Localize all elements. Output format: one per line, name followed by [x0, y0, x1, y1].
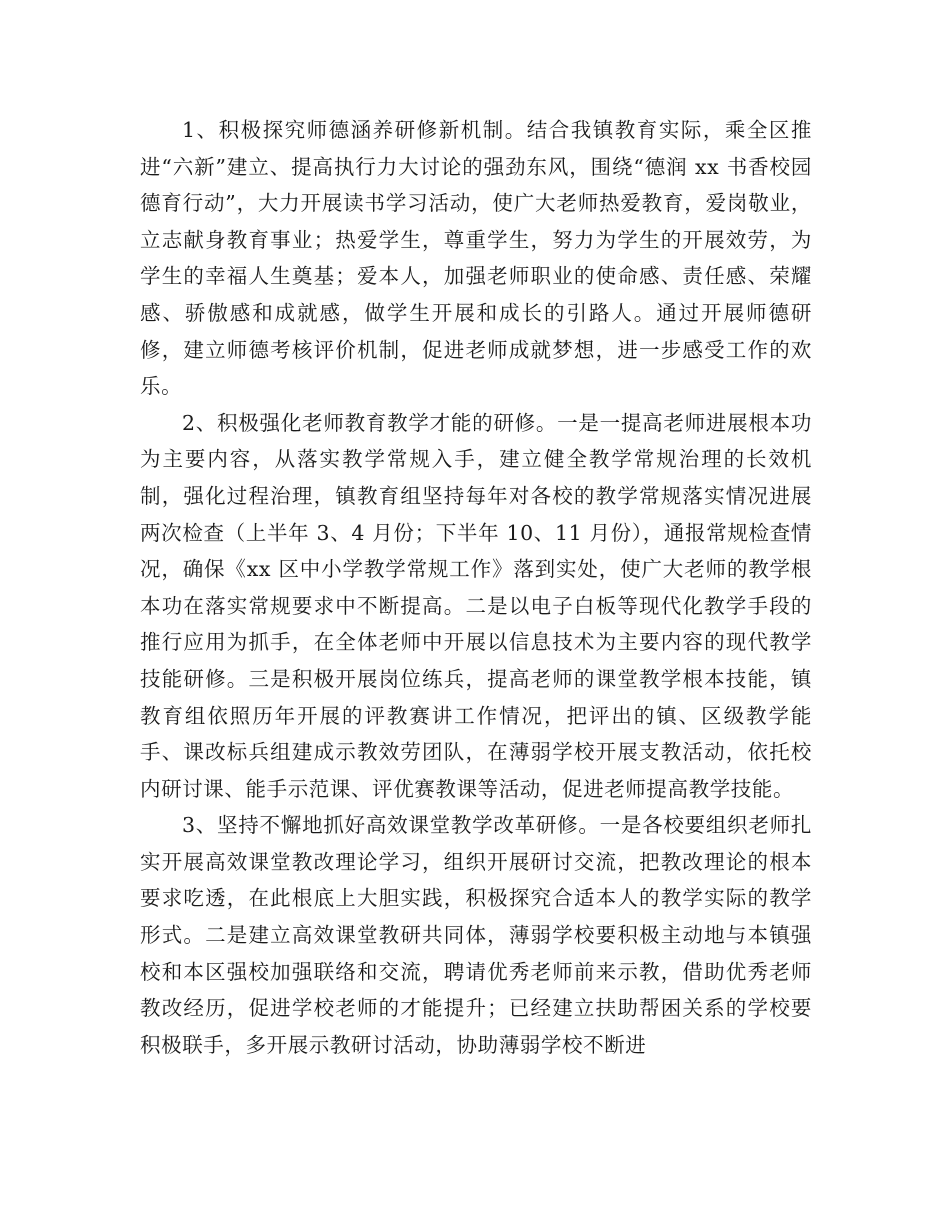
- paragraph-3: 3、坚持不懈地抓好高效课堂教学改革研修。一是各校要组织老师扎实开展高效课堂教改理论学习，组织开展研讨交流，把教改理论的根本要求吃透，在此根底上大胆实践，积极探究合适本人的教学实际的教学形式。二是建立高效课堂教研共同体，薄弱学校要积极主动地与本镇强校和本区强校加强联络和交流，聘请优秀老师前来示教，借助优秀老师教改经历，促进学校老师的才能提升；已经建立扶助帮困关系的学校要积极联手，多开展示教研讨活动，协助薄弱学校不断进: [140, 813, 812, 1057]
- document-body: [140, 112, 812, 1063]
- paragraph-1: 1、积极探究师德涵养研修新机制。结合我镇教育实际，乘全区推进“六新”建立、提高执行力大讨论的强劲东风，围绕“德润 xx 书香校园德育行动”，大力开展读书学习活动，使广大老师热爱教育，爱岗敬业，立志献身教育事业；热爱学生，尊重学生，努力为学生的开展效劳，为学生的幸福人生奠基；爱本人，加强老师职业的使命感、责任感、荣耀感、骄傲感和成就感，做学生开展和成长的引路人。通过开展师德研修，建立师德考核评价机制，促进老师成就梦想，进一步感受工作的欢乐。: [140, 118, 812, 399]
- paragraph-2: 2、积极强化老师教育教学才能的研修。一是一提高老师进展根本功为主要内容，从落实教学常规入手，建立健全教学常规治理的长效机制，强化过程治理，镇教育组坚持每年对各校的教学常规落实情况进展两次检查（上半年 3、4 月份；下半年 10、11 月份），通报常规检查情况，确保《xx 区中小学教学常规工作》落到实处，使广大老师的教学根本功在落实常规要求中不断提高。二是以电子白板等现代化教学手段的推行应用为抓手，在全体老师中开展以信息技术为主要内容的现代教学技能研修。三是积极开展岗位练兵，提高老师的课堂教学根本技能，镇教育组依照历年开展的评教赛讲工作情况，把评出的镇、区级教学能手、课改标兵组建成示教效劳团队，在薄弱学校开展支教活动，依托校内研讨课、能手示范课、评优赛教课等活动，促进老师提高教学技能。: [140, 410, 812, 801]
